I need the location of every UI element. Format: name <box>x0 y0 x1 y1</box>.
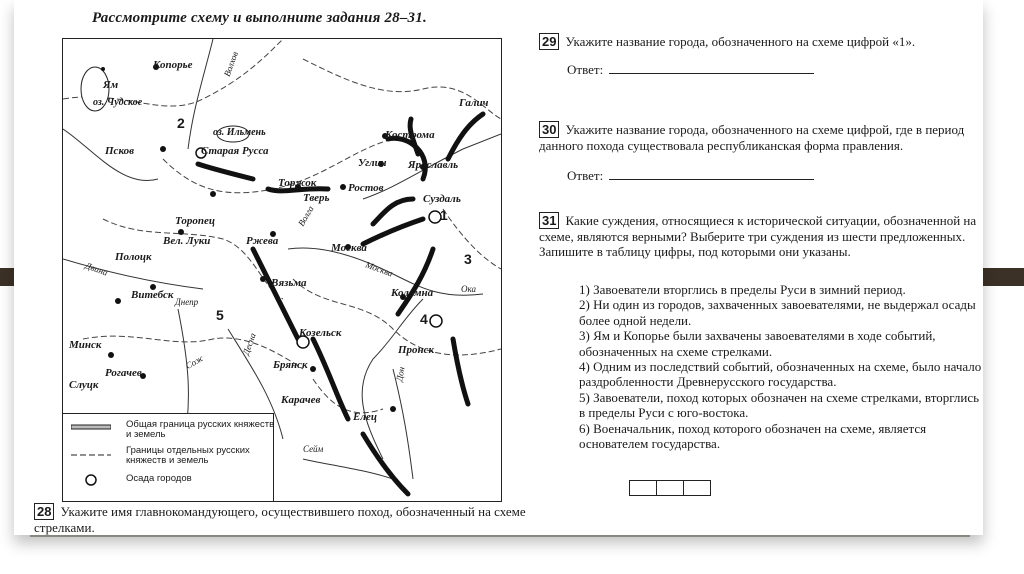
city-kostroma: Кострома <box>385 129 435 141</box>
legend-symbol-separate <box>71 450 111 460</box>
city-suzdal: Суздаль <box>423 193 461 205</box>
city-moskva: Москва <box>331 242 367 254</box>
city-koporye: Копорье <box>153 59 193 71</box>
question-31-text: Какие суждения, относящиеся к исторической ситуации, обозначенной на схеме, являются верными? Выберите три суждения из шести предложенных. Запишите в таблицу цифры, под которыми они указаны. <box>539 213 977 259</box>
answer-30-line[interactable] <box>609 169 814 180</box>
city-galich: Галич <box>459 97 489 109</box>
statement-2: 2) Ни один из городов, захваченных завоевателями, не выдержал осады более одной недели. <box>579 297 976 328</box>
city-yam: Ям <box>103 79 119 91</box>
question-29-number: 29 <box>539 33 559 50</box>
city-kolomna: Коломна <box>391 287 434 299</box>
river-dnepr: Днепр <box>175 297 199 307</box>
question-30-number: 30 <box>539 121 559 138</box>
statement-6: 6) Военачальник, поход которого обозначен на схеме, является основателем государства. <box>579 420 927 452</box>
river-moskva: Москва <box>364 259 395 279</box>
answer-30[interactable] <box>567 168 814 184</box>
answer-29[interactable] <box>567 62 814 78</box>
statement-4: 4) Одним из последствий событий, обозначенных на схеме, было начало раздробленности Древнерусского государства. <box>579 359 982 390</box>
siege-icon <box>71 474 111 486</box>
river-volga: Волга <box>296 204 316 228</box>
city-minsk: Минск <box>69 339 102 351</box>
question-29 <box>539 33 984 50</box>
legend-separate-text: Границы отдельных русских княжеств и земель <box>126 445 250 466</box>
river-volkhov: Волхов <box>221 50 241 78</box>
legend-common-text: Общая граница русских княжеств и земель <box>126 419 275 440</box>
statement-1: 1) Завоеватели вторглись в пределы Руси в зимний период. <box>579 282 906 297</box>
city-pronsk: Пронск <box>398 344 435 356</box>
city-rzheva: Ржева <box>246 235 279 247</box>
answer-29-label: Ответ: <box>567 62 604 77</box>
city-polotsk: Полоцк <box>115 251 152 263</box>
city-vitebsk: Витебск <box>131 289 174 301</box>
answer-31-table[interactable] <box>629 480 710 501</box>
river-sejm: Сейм <box>303 444 324 454</box>
lake-chudskoe: оз. Чудское <box>93 97 143 108</box>
city-uglich: Углич <box>358 157 387 169</box>
city-kozelsk: Козельск <box>299 327 342 339</box>
legend-symbol-common <box>71 423 111 433</box>
city-rostov: Ростов <box>348 182 384 194</box>
question-30-text: Укажите название города, обозначенного на схеме цифрой, где в период данного похода существовала республиканская форма правления. <box>539 122 965 153</box>
map-number-3: 3 <box>464 251 472 267</box>
city-toropets: Торопец <box>175 215 215 227</box>
statement-5: 5) Завоеватели, поход которых обозначен на схеме стрелками, вторглись в пределы Руси с юго-востока. <box>579 389 980 421</box>
city-bryansk: Брянск <box>273 359 308 371</box>
city-yaroslavl: Ярославль <box>408 159 459 171</box>
answer-cell[interactable] <box>683 480 711 496</box>
map-number-5: 5 <box>216 307 224 323</box>
city-elets: Елец <box>353 411 377 423</box>
map-legend <box>63 413 274 502</box>
city-rogachev: Рогачев <box>105 367 142 379</box>
city-tver: Тверь <box>303 192 330 204</box>
legend-row-siege <box>71 474 271 488</box>
river-don: Дон <box>394 365 407 383</box>
river-oka: Ока <box>461 284 476 294</box>
answer-30-label: Ответ: <box>567 168 604 183</box>
city-karachev: Карачев <box>281 394 321 406</box>
legend-row-common <box>71 419 275 440</box>
question-31 <box>539 212 984 259</box>
map-number-2: 2 <box>177 115 185 131</box>
question-28-text: Укажите имя главнокомандующего, осуществившего поход, обозначенный на схеме стрелками. <box>34 504 526 535</box>
city-staraya-russa: Старая Русса <box>201 145 269 157</box>
map-number-4: 4 <box>420 311 428 327</box>
intro-heading: Рассмотрите схему и выполните задания 28–31. <box>92 10 427 26</box>
river-desna: Десна <box>240 331 258 357</box>
question-30 <box>539 121 984 153</box>
city-vyazma: Вязьма <box>271 277 307 289</box>
worksheet <box>14 0 983 535</box>
question-31-number: 31 <box>539 212 559 229</box>
map-number-1: 1 <box>440 207 448 223</box>
question-28-number: 28 <box>34 503 54 520</box>
answer-cell[interactable] <box>629 480 657 496</box>
historical-map <box>62 38 502 502</box>
answer-29-line[interactable] <box>609 63 814 74</box>
legend-row-separate <box>71 446 271 466</box>
statements-list <box>579 282 984 451</box>
lake-ilmen: оз. Ильмень <box>213 127 266 138</box>
city-slutsk: Слуцк <box>69 379 99 391</box>
city-pskov: Псков <box>105 145 135 157</box>
legend-siege-text: Осада городов <box>126 473 192 484</box>
statement-3: 3) Ям и Копорье были захвачены завоевателями в ходе событий, обозначенных на схеме стрелками. <box>579 328 936 359</box>
river-sozh: Сож <box>183 352 205 372</box>
answer-cell[interactable] <box>656 480 684 496</box>
question-29-text: Укажите название города, обозначенного на схеме цифрой «1». <box>565 34 916 49</box>
question-28 <box>34 503 554 535</box>
river-dvina: Двина <box>83 260 110 278</box>
city-vel-luki: Вел. Луки <box>163 235 211 247</box>
city-torzhok: Торжок <box>278 177 317 189</box>
